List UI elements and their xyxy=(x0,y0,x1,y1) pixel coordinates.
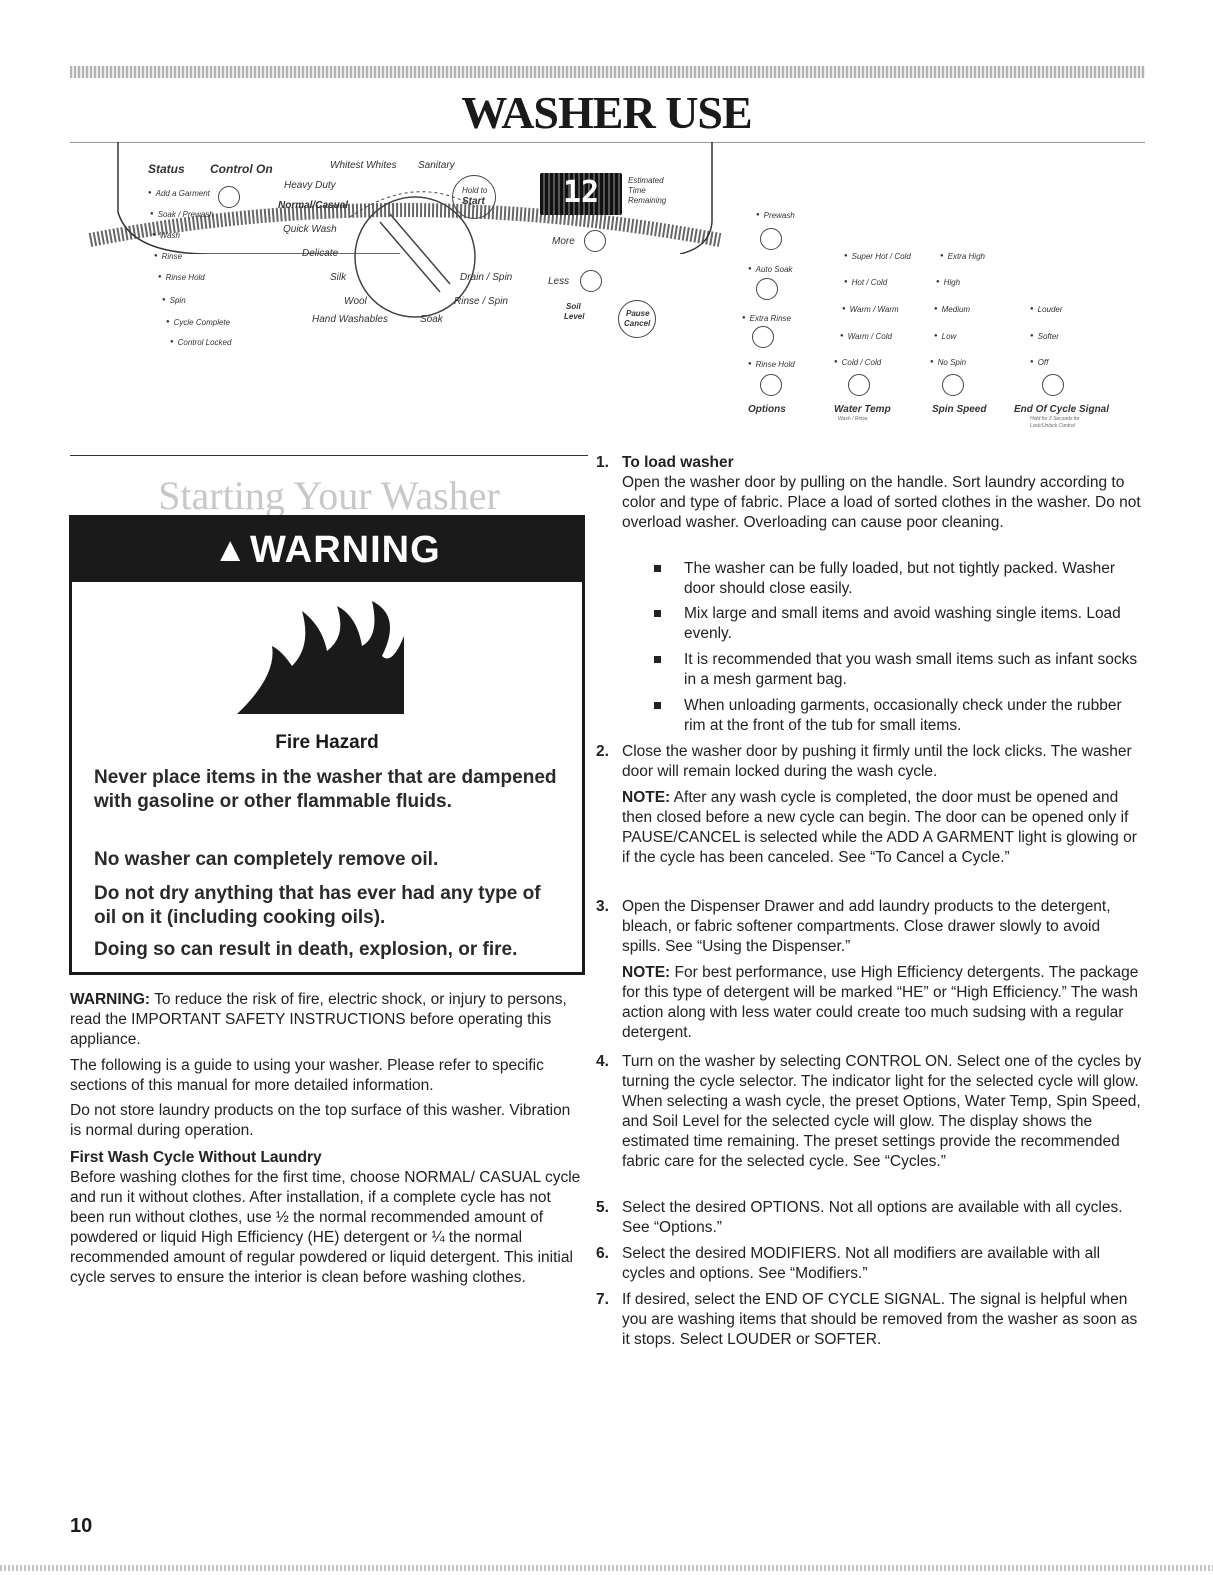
spin-speed-item: ● Low xyxy=(934,332,956,341)
cycle-label: Whitest Whites xyxy=(330,160,397,171)
option-extra-rinse-button[interactable] xyxy=(752,326,774,348)
step-number: 5. xyxy=(596,1199,609,1216)
warning-note xyxy=(70,990,585,1050)
step-3-text: Open the Dispenser Drawer and add laundry products to the detergent, bleach, or fabric softener compartments. Close drawer slowly to avoid spills. See “Using the Dispenser.” xyxy=(622,898,1111,955)
end-of-cycle-signal-button[interactable] xyxy=(1042,374,1064,396)
soil-more-button[interactable] xyxy=(584,230,606,252)
bullet-icon xyxy=(654,702,661,709)
water-temp-button[interactable] xyxy=(848,374,870,396)
warning-box xyxy=(69,515,585,975)
pause-label: Pause xyxy=(626,309,650,318)
step-1 xyxy=(596,453,1142,533)
section-divider xyxy=(70,455,588,456)
storage-paragraph: Do not store laundry products on the top surface of this washer. Vibration is normal during operation. xyxy=(70,1102,571,1139)
step-4 xyxy=(596,1052,1142,1172)
bullet-text: When unloading garments, occasionally check under the rubber rim at the front of the tub for small items. xyxy=(684,697,1122,734)
page-number: 10 xyxy=(70,1515,93,1537)
warning-note-label: WARNING: xyxy=(70,991,151,1008)
less-label: Less xyxy=(548,276,570,287)
bullet-icon xyxy=(654,565,661,572)
step-4-text: Turn on the washer by selecting CONTROL ON. Select one of the cycles by turning the cycle selector. The indicator light for the selected cycle will glow. When selecting a wash cycle, the preset Options, Water Temp, Spin Speed, and Soil Level for the selected cycle will glow. The display shows the estimated time remaining. The preset settings provide the recommended fabric care for the selected cycle. See “Cycles.” xyxy=(622,1053,1142,1170)
spin-speed-label: Spin Speed xyxy=(932,404,987,415)
estimated-time-label: Remaining xyxy=(628,196,667,205)
signal-item: ● Softer xyxy=(1030,332,1059,341)
option-item: ● Prewash xyxy=(756,211,795,220)
water-temp-item: ● Warm / Warm xyxy=(842,305,899,314)
estimated-time-label: Estimated xyxy=(628,176,664,185)
option-prewash-button[interactable] xyxy=(760,228,782,250)
bullet-icon xyxy=(654,610,661,617)
signal-sublabel: Hold for 3 Seconds for xyxy=(1030,416,1080,422)
cycle-label: Wool xyxy=(344,296,367,307)
cycle-label: Quick Wash xyxy=(283,224,337,235)
status-item: ● Rinse xyxy=(154,252,182,261)
first-wash-text: Before washing clothes for the first time, choose NORMAL/ CASUAL cycle and run it without clothes. After installation, if a complete cycle has not been run without clothes, use ½ the normal recommended amount of powdered or liquid High Efficiency (HE) detergent or ¼ the normal recommended amount of regular powdered or liquid detergent. This initial cycle serves to ensure the interior is clean before washing clothes. xyxy=(70,1169,581,1286)
status-item: ● Spin xyxy=(162,296,186,305)
cycle-label: Sanitary xyxy=(418,160,455,171)
water-temp-sublabel: Wash / Rinse xyxy=(838,416,868,422)
signal-item: ● Off xyxy=(1030,358,1048,367)
spin-speed-button[interactable] xyxy=(942,374,964,396)
fire-hazard-icon xyxy=(232,596,412,716)
step-2-note xyxy=(622,788,1142,868)
status-item: ● Rinse Hold xyxy=(158,273,205,282)
step-number: 1. xyxy=(596,454,609,471)
status-label: Status xyxy=(148,162,185,176)
step-2-text: Close the washer door by pushing it firmly until the lock clicks. The washer door will remain locked during the wash cycle. xyxy=(622,743,1132,780)
options-label: Options xyxy=(748,404,786,415)
step-1-bullet xyxy=(684,604,1144,644)
water-temp-label: Water Temp xyxy=(834,404,891,415)
signal-sublabel: Lock/Unlock Control xyxy=(1030,423,1075,429)
hold-to-label: Hold to xyxy=(462,186,488,195)
control-on-button[interactable] xyxy=(218,186,240,208)
cancel-label: Cancel xyxy=(624,319,651,328)
step-1-text: Open the washer door by pulling on the handle. Sort laundry according to color and type of fabric. Place a load of sorted clothes in the washer. Do not overload washer. Overloading can cause poor cleaning. xyxy=(622,474,1141,531)
cycle-label: Drain / Spin xyxy=(460,272,513,283)
step-5 xyxy=(596,1198,1142,1238)
bullet-text: The washer can be fully loaded, but not tightly packed. Washer door should close easily. xyxy=(684,560,1116,597)
cycle-label: Silk xyxy=(330,272,347,283)
water-temp-item: ● Warm / Cold xyxy=(840,332,892,341)
warning-triangle-icon: ▲ xyxy=(213,530,248,569)
status-item: ● Add a Garment xyxy=(148,189,210,198)
warning-line: Doing so can result in death, explosion, or fire. xyxy=(94,939,518,960)
footer-decorative-bar xyxy=(0,1565,1213,1571)
warning-header xyxy=(72,518,582,582)
cycle-label: Rinse / Spin xyxy=(454,296,508,307)
step-1-heading: To load washer xyxy=(622,454,734,471)
status-item: ● Soak / Prewash xyxy=(150,210,214,219)
start-label: Start xyxy=(462,196,485,207)
cycle-label: Soak xyxy=(420,314,443,325)
cycle-label: Delicate xyxy=(302,248,339,259)
note-label: NOTE: xyxy=(622,789,671,806)
warning-line: No washer can completely remove oil. xyxy=(94,849,439,870)
warning-note-text: To reduce the risk of fire, electric shock, or injury to persons, read the IMPORTANT SAFETY INSTRUCTIONS before operating this appliance. xyxy=(70,991,567,1048)
signal-item: ● Louder xyxy=(1030,305,1063,314)
note-text: For best performance, use High Efficiency detergents. The package for this type of detergent will be marked “HE” or “High Efficiency.” The wash action along with less water could create too much sudsing with a regular detergent. xyxy=(622,964,1139,1041)
time-display xyxy=(540,173,622,215)
option-item: ● Rinse Hold xyxy=(748,360,795,369)
header-decorative-bar xyxy=(70,66,1145,78)
signal-label: End Of Cycle Signal xyxy=(1014,404,1110,415)
step-number: 7. xyxy=(596,1291,609,1308)
more-label: More xyxy=(552,236,575,247)
water-temp-item: ● Super Hot / Cold xyxy=(844,252,911,261)
bullet-text: It is recommended that you wash small items such as infant socks in a mesh garment bag. xyxy=(684,651,1138,688)
step-2 xyxy=(596,742,1142,868)
step-6 xyxy=(596,1244,1142,1284)
step-1-bullet xyxy=(684,559,1144,599)
status-item: ● Control Locked xyxy=(170,338,231,347)
status-item: ● Wash xyxy=(152,231,180,240)
step-3-note xyxy=(622,963,1142,1043)
warning-line: Do not dry anything that has ever had any type of oil on it (including cooking oils). xyxy=(94,883,541,928)
cycle-label: Hand Washables xyxy=(312,314,388,325)
section-title: Starting Your Washer xyxy=(158,473,500,518)
note-label: NOTE: xyxy=(622,964,671,981)
step-1-bullet xyxy=(684,650,1144,690)
first-wash-heading: First Wash Cycle Without Laundry xyxy=(70,1149,322,1166)
soil-less-button[interactable] xyxy=(580,270,602,292)
step-1-bullet xyxy=(684,696,1144,736)
spin-speed-item: ● Extra High xyxy=(940,252,985,261)
spin-speed-item: ● High xyxy=(936,278,960,287)
status-item: ● Cycle Complete xyxy=(166,318,230,327)
step-number: 2. xyxy=(596,743,609,760)
step-5-text: Select the desired OPTIONS. Not all options are available with all cycles. See “Options.” xyxy=(622,1199,1123,1236)
water-temp-item: ● Cold / Cold xyxy=(834,358,881,367)
intro-paragraph: The following is a guide to using your washer. Please refer to specific sections of this manual for more detailed information. xyxy=(70,1057,544,1094)
spin-speed-item: ● No Spin xyxy=(930,358,966,367)
soil-level-label: Level xyxy=(564,312,585,321)
step-7-text: If desired, select the END OF CYCLE SIGNAL. The signal is helpful when you are washing items that should be removed from the washer as soon as it stops. Select LOUDER or SOFTER. xyxy=(622,1291,1138,1348)
step-6-text: Select the desired MODIFIERS. Not all modifiers are available with all cycles and options. See “Modifiers.” xyxy=(622,1245,1101,1282)
option-item: ● Auto Soak xyxy=(748,265,793,274)
bullet-text: Mix large and small items and avoid washing single items. Load evenly. xyxy=(684,605,1121,642)
step-7 xyxy=(596,1290,1142,1350)
warning-subtitle: Fire Hazard xyxy=(275,732,379,753)
page-title: WASHER USE xyxy=(461,87,752,138)
cycle-label: Normal/Casual xyxy=(278,200,349,211)
control-on-label: Control On xyxy=(210,162,273,176)
step-3 xyxy=(596,897,1142,1043)
cycle-label: Heavy Duty xyxy=(284,180,336,191)
display-value: 12 xyxy=(562,175,600,210)
option-item: ● Extra Rinse xyxy=(742,314,791,323)
option-auto-soak-button[interactable] xyxy=(756,278,778,300)
options-button[interactable] xyxy=(760,374,782,396)
water-temp-item: ● Hot / Cold xyxy=(844,278,887,287)
note-text: After any wash cycle is completed, the door must be opened and then closed before a new cycle can begin. The door can be opened only if PAUSE/CANCEL is selected while the ADD A GARMENT light is glowing or if the cycle has been canceled. See “To Cancel a Cycle.” xyxy=(622,789,1137,866)
step-number: 6. xyxy=(596,1245,609,1262)
estimated-time-label: Time xyxy=(628,186,646,195)
warning-line: Never place items in the washer that are dampened with gasoline or other flammable fluids. xyxy=(94,767,557,812)
step-number: 3. xyxy=(596,898,609,915)
spin-speed-item: ● Medium xyxy=(934,305,970,314)
step-number: 4. xyxy=(596,1053,609,1070)
warning-heading: WARNING xyxy=(250,528,441,571)
soil-level-label: Soil xyxy=(566,302,581,311)
bullet-icon xyxy=(654,656,661,663)
